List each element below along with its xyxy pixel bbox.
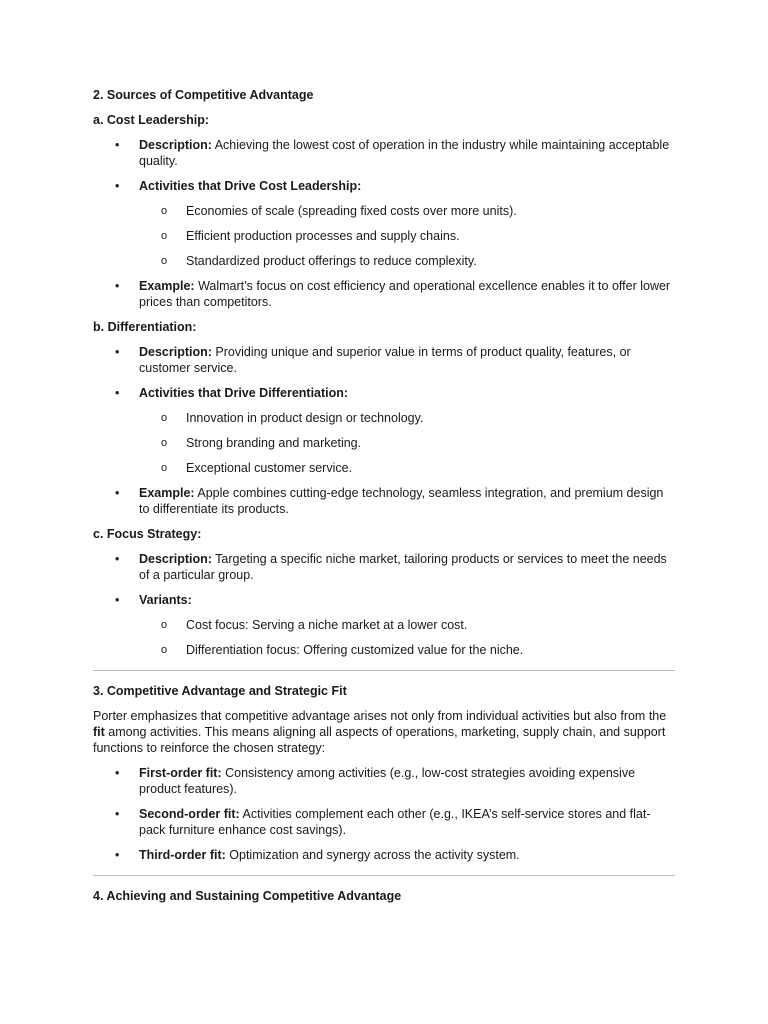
item-label: Activities that Drive Differentiation:	[139, 386, 349, 400]
item-text: Achieving the lowest cost of operation in the industry while maintaining acceptable quality.	[139, 138, 670, 168]
bullet-dot: •	[115, 848, 120, 862]
section-3-intro	[93, 708, 675, 756]
list-item	[93, 485, 675, 517]
bullet-circle: o	[161, 255, 168, 267]
bullet-circle: o	[161, 230, 168, 242]
list-item	[93, 551, 675, 583]
bullet-dot: •	[115, 593, 120, 607]
item-label: Example:	[139, 486, 195, 500]
sub-item-text: Exceptional customer service.	[186, 461, 353, 475]
sub-list-item	[93, 203, 675, 219]
sub-list-item	[93, 253, 675, 269]
bullet-dot: •	[115, 279, 120, 293]
section-divider	[93, 670, 675, 671]
item-text: Providing unique and superior value in terms of product quality, features, or customer service.	[139, 345, 631, 375]
list-item	[93, 137, 675, 169]
differentiation-heading: b. Differentiation:	[93, 320, 197, 334]
list-item	[93, 385, 675, 401]
sub-list-item	[93, 460, 675, 476]
list-item	[93, 344, 675, 376]
item-label: Description:	[139, 552, 212, 566]
sub-item-text: Efficient production processes and supply chains.	[186, 229, 460, 243]
bullet-circle: o	[161, 644, 168, 656]
item-label: Third-order fit:	[139, 848, 226, 862]
bullet-dot: •	[115, 766, 120, 780]
focus-strategy-heading: c. Focus Strategy:	[93, 527, 202, 541]
sub-item-text: Standardized product offerings to reduce complexity.	[186, 254, 477, 268]
bullet-dot: •	[115, 386, 120, 400]
list-item	[93, 765, 675, 797]
section-3-title: 3. Competitive Advantage and Strategic Fit	[93, 684, 347, 698]
sub-item-text: Cost focus: Serving a niche market at a lower cost.	[186, 618, 468, 632]
item-label: Description:	[139, 345, 212, 359]
bullet-circle: o	[161, 619, 168, 631]
item-text: Activities complement each other (e.g., IKEA’s self-service stores and flat-pack furniture enhance cost savings).	[139, 807, 651, 837]
bullet-circle: o	[161, 412, 168, 424]
item-label: Example:	[139, 279, 195, 293]
list-item	[93, 847, 675, 863]
sub-item-text: Economies of scale (spreading fixed costs over more units).	[186, 204, 517, 218]
section-4-title: 4. Achieving and Sustaining Competitive Advantage	[93, 889, 402, 903]
bullet-circle: o	[161, 437, 168, 449]
bullet-dot: •	[115, 552, 120, 566]
sub-list-item	[93, 642, 675, 658]
sub-list-item	[93, 435, 675, 451]
item-label: Description:	[139, 138, 212, 152]
sub-list-item	[93, 228, 675, 244]
bullet-dot: •	[115, 807, 120, 821]
section-2-title: 2. Sources of Competitive Advantage	[93, 88, 314, 102]
cost-leadership-heading: a. Cost Leadership:	[93, 113, 209, 127]
item-text: Targeting a specific niche market, tailoring products or services to meet the needs of a particular group.	[139, 552, 667, 582]
intro-bold: fit	[93, 725, 105, 739]
sub-item-text: Innovation in product design or technology.	[186, 411, 424, 425]
bullet-dot: •	[115, 179, 120, 193]
document-page	[93, 87, 675, 913]
sub-item-text: Strong branding and marketing.	[186, 436, 362, 450]
item-label: First-order fit:	[139, 766, 222, 780]
item-label: Activities that Drive Cost Leadership:	[139, 179, 362, 193]
list-item	[93, 592, 675, 608]
section-divider	[93, 875, 675, 876]
item-text: Consistency among activities (e.g., low-cost strategies avoiding expensive product features).	[139, 766, 636, 796]
list-item	[93, 178, 675, 194]
list-item	[93, 278, 675, 310]
item-label: Variants:	[139, 593, 192, 607]
bullet-circle: o	[161, 205, 168, 217]
item-text: Apple combines cutting-edge technology, seamless integration, and premium design to differentiate its products.	[139, 486, 664, 516]
sub-list-item	[93, 410, 675, 426]
item-label: Second-order fit:	[139, 807, 240, 821]
bullet-dot: •	[115, 138, 120, 152]
list-item	[93, 806, 675, 838]
intro-text: Porter emphasizes that competitive advantage arises not only from individual activities but also from the	[93, 709, 667, 723]
bullet-circle: o	[161, 462, 168, 474]
sub-list-item	[93, 617, 675, 633]
sub-item-text: Differentiation focus: Offering customized value for the niche.	[186, 643, 524, 657]
item-text: Walmart’s focus on cost efficiency and operational excellence enables it to offer lower prices than competitors.	[139, 279, 671, 309]
bullet-dot: •	[115, 486, 120, 500]
item-text: Optimization and synergy across the activity system.	[225, 848, 520, 862]
intro-text: among activities. This means aligning all aspects of operations, marketing, supply chain, and support functions to reinforce the chosen strategy:	[93, 725, 666, 755]
bullet-dot: •	[115, 345, 120, 359]
